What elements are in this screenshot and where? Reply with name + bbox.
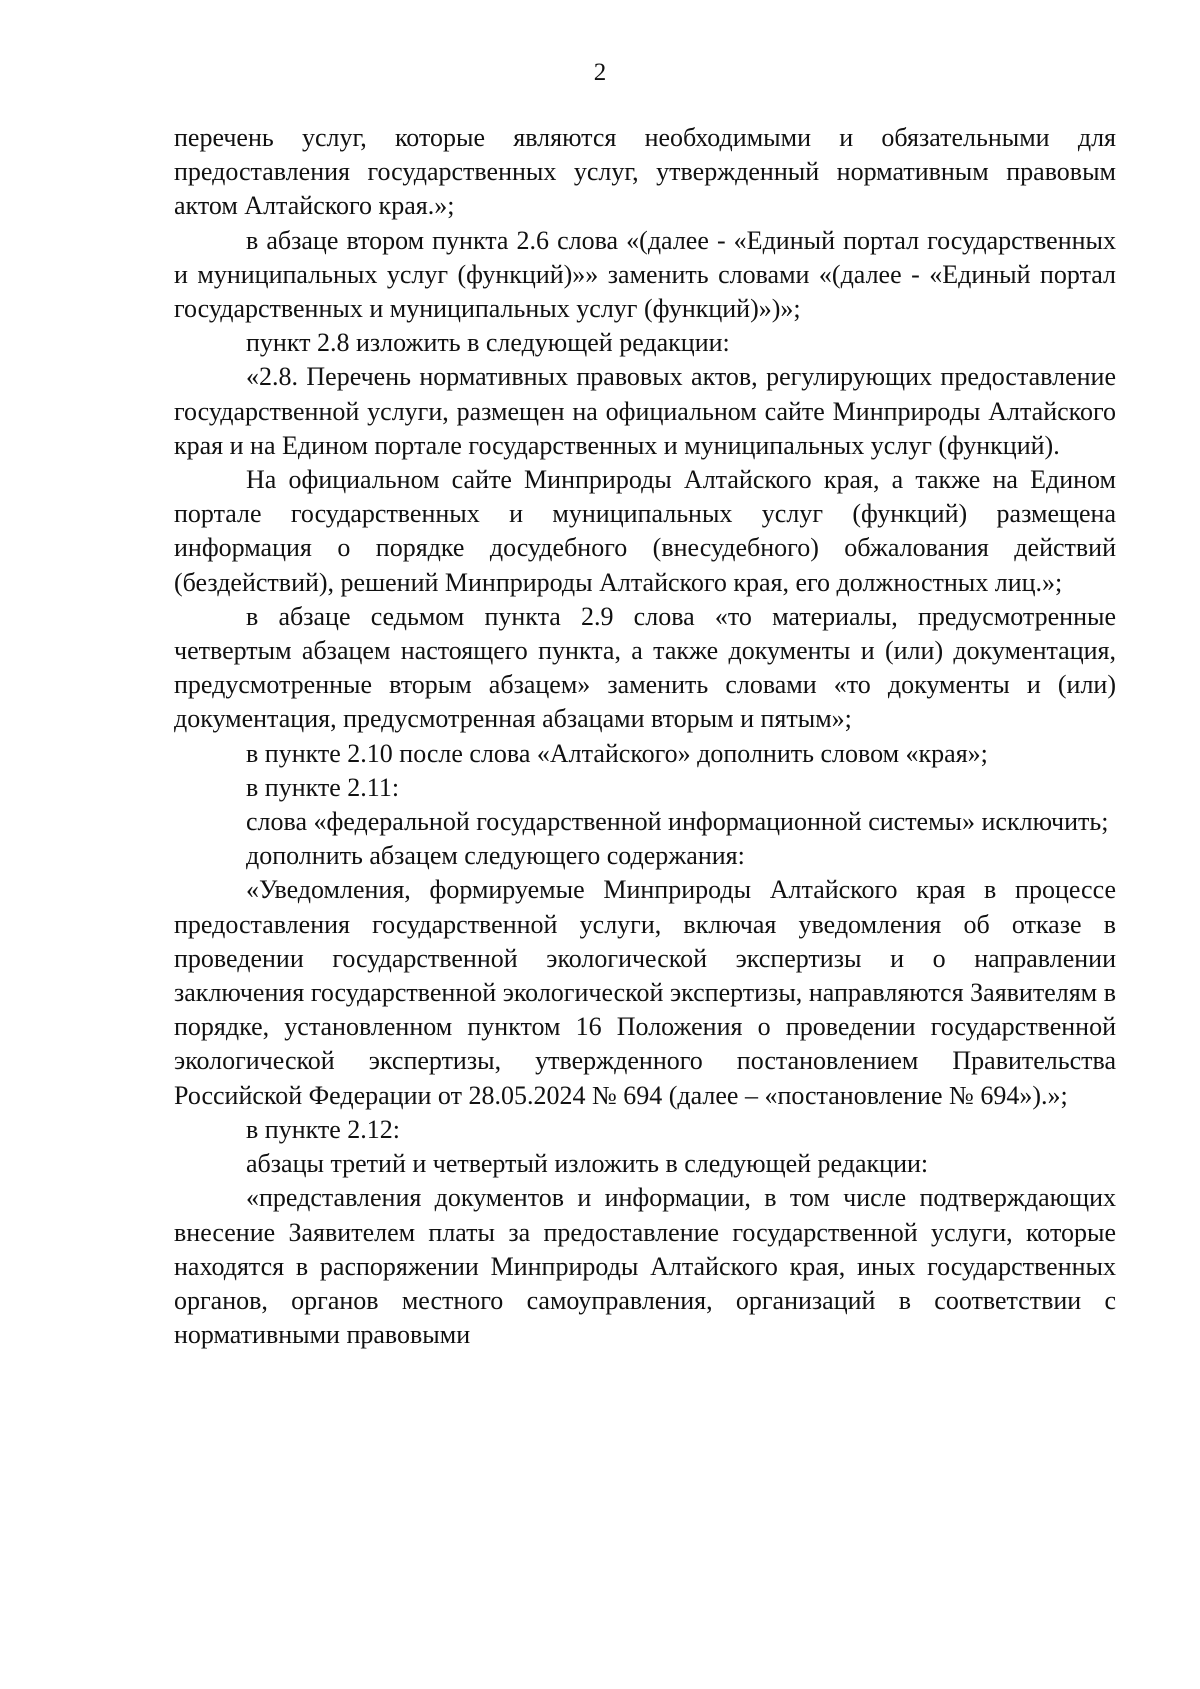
paragraph-8: в пункте 2.11: <box>246 772 400 802</box>
paragraph-6: в абзаце седьмом пункта 2.9 слова «то материалы, предусмотренные четвертым абзацем настоящего пункта, а также документы и (или) документация, предусмотренные вторым абзацем» заменить словами «то документы и (или) документация, предусмотренная абзацами вторым и пятым»; <box>174 601 1116 734</box>
paragraph-7: в пункте 2.10 после слова «Алтайского» дополнить словом «края»; <box>246 738 988 768</box>
paragraph-1: перечень услуг, которые являются необходимыми и обязательными для предоставления государственных услуг, утвержденный нормативным правовым актом Алтайского края.»; <box>174 123 1116 221</box>
paragraph-9: слова «федеральной государственной информационной системы» исключить; <box>246 807 1109 837</box>
paragraph-13: абзацы третий и четвертый изложить в следующей редакции: <box>246 1149 929 1179</box>
paragraph-11: «Уведомления, формируемые Минприроды Алтайского края в процессе предоставления государственной услуги, включая уведомления об отказе в проведении государственной экологической экспертизы и о направлении заключения государственной экологической экспертизы, направляются Заявителям в порядке, установленном пунктом 16 Положения о проведении государственной экологической экспертизы, утвержденного постановлением Правительства Российской Федерации от 28.05.2024 № 694 (далее – «постановление № 694»).»; <box>174 875 1116 1110</box>
document-body <box>174 121 1116 1352</box>
paragraph-4: «2.8. Перечень нормативных правовых актов, регулирующих предоставление государственной услуги, размещен на официальном сайте Минприроды Алтайского края и на Едином портале государственных и муниципальных услуг (функций). <box>174 362 1116 460</box>
paragraph-2: в абзаце втором пункта 2.6 слова «(далее - «Единый портал государственных и муниципальных услуг (функций)»» заменить словами «(далее - «Единый портал государственных и муниципальных услуг (функций)»)»; <box>174 225 1116 324</box>
paragraph-10: дополнить абзацем следующего содержания: <box>246 841 745 871</box>
page-number: 2 <box>593 59 607 86</box>
paragraph-5: На официальном сайте Минприроды Алтайского края, а также на Едином портале государственных и муниципальных услуг (функций) размещена информация о порядке досудебного (внесудебного) обжалования действий (бездействий), решений Минприроды Алтайского края, его должностных лиц.»; <box>174 465 1116 597</box>
paragraph-14: «представления документов и информации, в том числе подтверждающих внесение Заявителем платы за предоставление государственной услуги, которые находятся в распоряжении Минприроды Алтайского края, иных государственных органов, органов местного самоуправления, организаций в соответствии с нормативными правовыми <box>174 1183 1116 1350</box>
paragraph-3: пункт 2.8 изложить в следующей редакции: <box>246 328 730 358</box>
paragraph-12: в пункте 2.12: <box>246 1114 401 1144</box>
